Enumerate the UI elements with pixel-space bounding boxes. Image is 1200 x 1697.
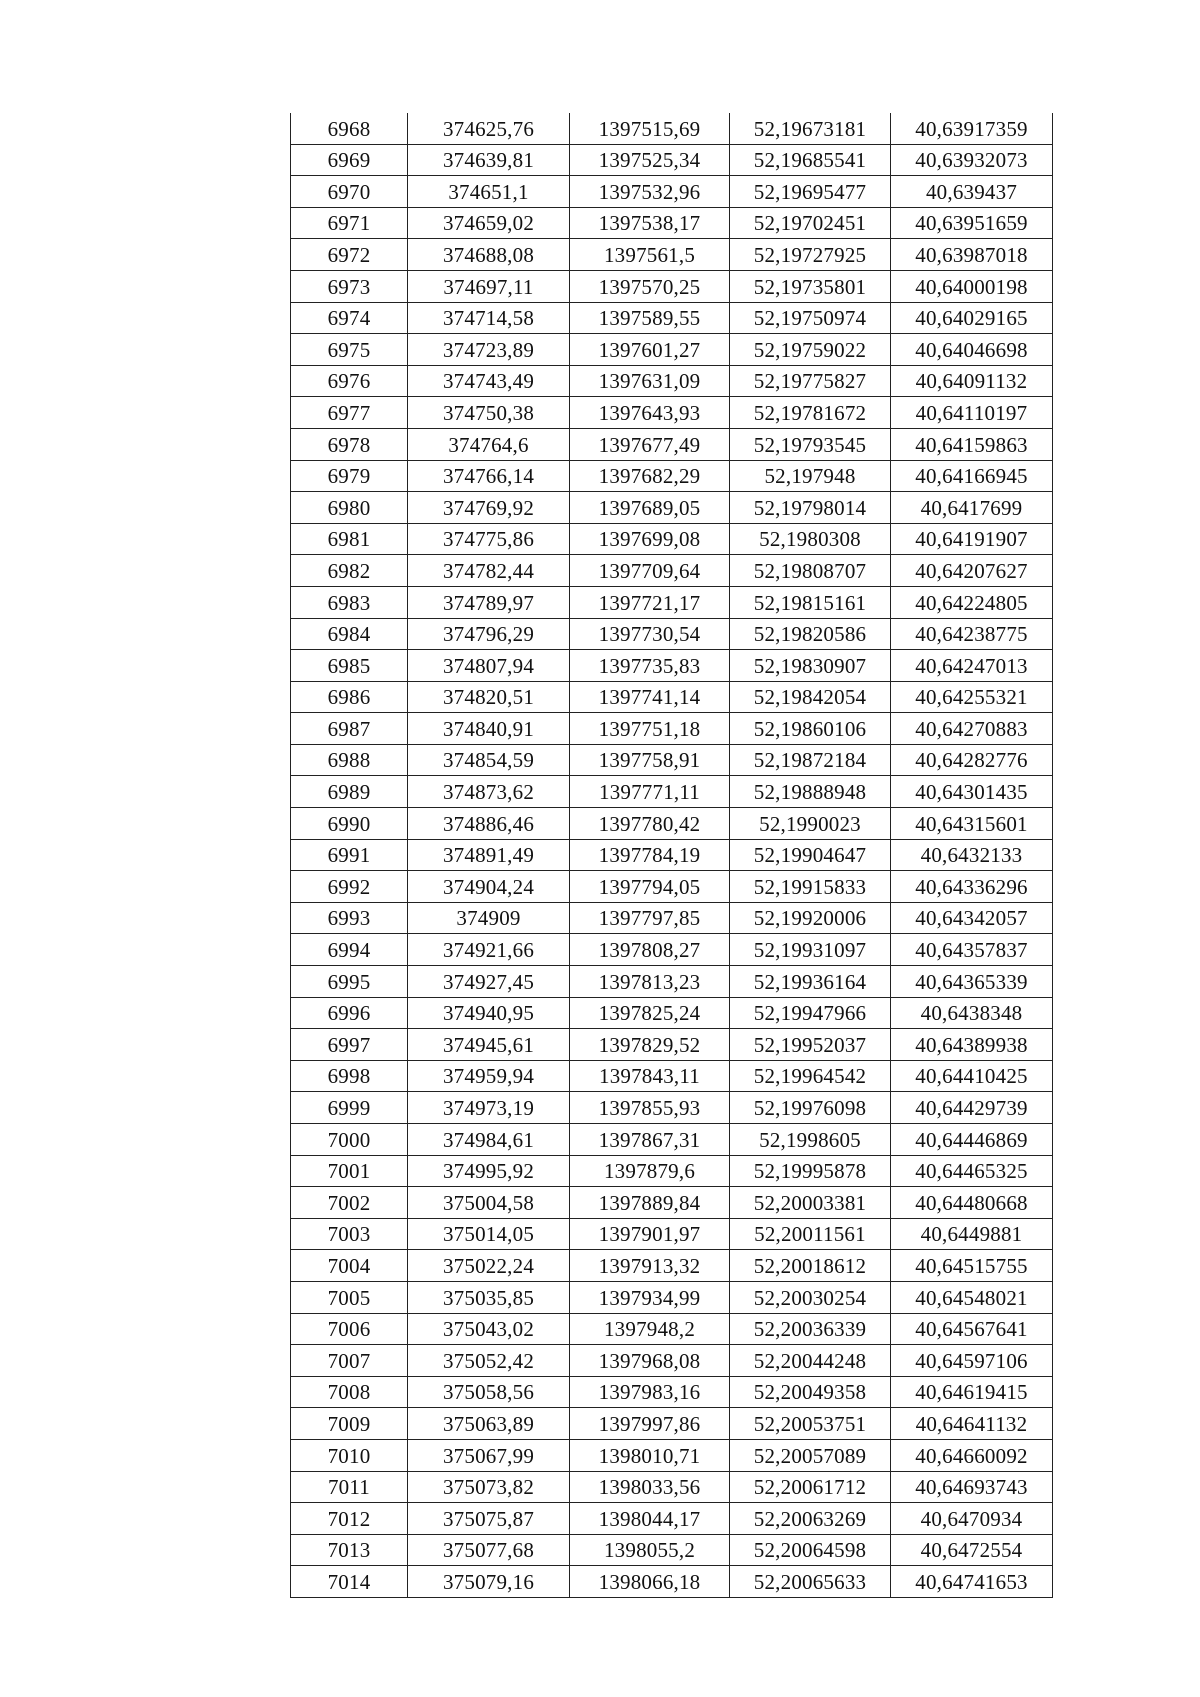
latitude-cell: 52,20063269 [730,1503,891,1535]
table-row [291,428,1053,460]
latitude-cell: 52,1990023 [730,808,891,840]
point-number-cell: 7007 [291,1345,408,1377]
longitude-cell: 40,639437 [891,176,1053,208]
table-row [291,302,1053,334]
point-number-cell: 6998 [291,1060,408,1092]
x-coordinate-cell: 374854,59 [408,744,570,776]
x-coordinate-cell: 375063,89 [408,1408,570,1440]
point-number-cell: 7014 [291,1566,408,1598]
table-row [291,871,1053,903]
table-row [291,997,1053,1029]
point-number-cell: 6969 [291,144,408,176]
y-coordinate-cell: 1397771,11 [570,776,730,808]
y-coordinate-cell: 1397730,54 [570,618,730,650]
x-coordinate-cell: 374984,61 [408,1124,570,1156]
table-row [291,1155,1053,1187]
longitude-cell: 40,64480668 [891,1187,1053,1219]
longitude-cell: 40,64619415 [891,1376,1053,1408]
x-coordinate-cell: 375073,82 [408,1471,570,1503]
table-row [291,681,1053,713]
point-number-cell: 7011 [291,1471,408,1503]
table-row [291,1345,1053,1377]
latitude-cell: 52,20049358 [730,1376,891,1408]
y-coordinate-cell: 1397983,16 [570,1376,730,1408]
table-row [291,1281,1053,1313]
point-number-cell: 7012 [291,1503,408,1535]
table-row [291,1092,1053,1124]
y-coordinate-cell: 1397879,6 [570,1155,730,1187]
y-coordinate-cell: 1397843,11 [570,1060,730,1092]
longitude-cell: 40,64000198 [891,270,1053,302]
latitude-cell: 52,19920006 [730,902,891,934]
point-number-cell: 6974 [291,302,408,334]
latitude-cell: 52,19685541 [730,144,891,176]
table-row [291,776,1053,808]
point-number-cell: 7006 [291,1313,408,1345]
x-coordinate-cell: 374782,44 [408,555,570,587]
latitude-cell: 52,19947966 [730,997,891,1029]
latitude-cell: 52,19775827 [730,365,891,397]
x-coordinate-cell: 374891,49 [408,839,570,871]
point-number-cell: 6983 [291,586,408,618]
x-coordinate-cell: 374659,02 [408,207,570,239]
longitude-cell: 40,64255321 [891,681,1053,713]
point-number-cell: 6980 [291,492,408,524]
latitude-cell: 52,19995878 [730,1155,891,1187]
point-number-cell: 6984 [291,618,408,650]
point-number-cell: 6978 [291,428,408,460]
latitude-cell: 52,20064598 [730,1534,891,1566]
y-coordinate-cell: 1397813,23 [570,966,730,998]
point-number-cell: 7004 [291,1250,408,1282]
y-coordinate-cell: 1397867,31 [570,1124,730,1156]
x-coordinate-cell: 374625,76 [408,113,570,144]
table-row [291,1124,1053,1156]
coordinates-table [290,113,1053,1598]
latitude-cell: 52,19759022 [730,334,891,366]
longitude-cell: 40,63987018 [891,239,1053,271]
table-row [291,744,1053,776]
y-coordinate-cell: 1397515,69 [570,113,730,144]
y-coordinate-cell: 1397948,2 [570,1313,730,1345]
y-coordinate-cell: 1397780,42 [570,808,730,840]
longitude-cell: 40,64301435 [891,776,1053,808]
table-row [291,1060,1053,1092]
y-coordinate-cell: 1397751,18 [570,713,730,745]
table-row [291,1187,1053,1219]
point-number-cell: 6992 [291,871,408,903]
longitude-cell: 40,64238775 [891,618,1053,650]
point-number-cell: 6994 [291,934,408,966]
y-coordinate-cell: 1397808,27 [570,934,730,966]
x-coordinate-cell: 374886,46 [408,808,570,840]
latitude-cell: 52,19830907 [730,650,891,682]
latitude-cell: 52,19727925 [730,239,891,271]
longitude-cell: 40,64515755 [891,1250,1053,1282]
y-coordinate-cell: 1397794,05 [570,871,730,903]
point-number-cell: 6976 [291,365,408,397]
longitude-cell: 40,64357837 [891,934,1053,966]
table-row [291,270,1053,302]
point-number-cell: 6996 [291,997,408,1029]
latitude-cell: 52,20030254 [730,1281,891,1313]
longitude-cell: 40,64365339 [891,966,1053,998]
point-number-cell: 6986 [291,681,408,713]
latitude-cell: 52,19931097 [730,934,891,966]
y-coordinate-cell: 1397784,19 [570,839,730,871]
y-coordinate-cell: 1397525,34 [570,144,730,176]
longitude-cell: 40,64029165 [891,302,1053,334]
x-coordinate-cell: 374714,58 [408,302,570,334]
point-number-cell: 6987 [291,713,408,745]
x-coordinate-cell: 374796,29 [408,618,570,650]
table-row [291,334,1053,366]
y-coordinate-cell: 1397677,49 [570,428,730,460]
y-coordinate-cell: 1397709,64 [570,555,730,587]
y-coordinate-cell: 1397997,86 [570,1408,730,1440]
latitude-cell: 52,19781672 [730,397,891,429]
y-coordinate-cell: 1398055,2 [570,1534,730,1566]
point-number-cell: 6993 [291,902,408,934]
longitude-cell: 40,64741653 [891,1566,1053,1598]
x-coordinate-cell: 375077,68 [408,1534,570,1566]
table-row [291,1503,1053,1535]
longitude-cell: 40,64270883 [891,713,1053,745]
x-coordinate-cell: 374766,14 [408,460,570,492]
point-number-cell: 6973 [291,270,408,302]
table-row [291,1313,1053,1345]
x-coordinate-cell: 374995,92 [408,1155,570,1187]
latitude-cell: 52,19952037 [730,1029,891,1061]
latitude-cell: 52,20057089 [730,1439,891,1471]
x-coordinate-cell: 374651,1 [408,176,570,208]
table-row [291,239,1053,271]
x-coordinate-cell: 374639,81 [408,144,570,176]
x-coordinate-cell: 374775,86 [408,523,570,555]
longitude-cell: 40,64465325 [891,1155,1053,1187]
point-number-cell: 6970 [291,176,408,208]
table-row [291,460,1053,492]
y-coordinate-cell: 1397682,29 [570,460,730,492]
latitude-cell: 52,19964542 [730,1060,891,1092]
table-row [291,492,1053,524]
latitude-cell: 52,19695477 [730,176,891,208]
longitude-cell: 40,6438348 [891,997,1053,1029]
latitude-cell: 52,20044248 [730,1345,891,1377]
table-row [291,1439,1053,1471]
point-number-cell: 6989 [291,776,408,808]
x-coordinate-cell: 374769,92 [408,492,570,524]
longitude-cell: 40,63917359 [891,113,1053,144]
x-coordinate-cell: 374873,62 [408,776,570,808]
x-coordinate-cell: 374688,08 [408,239,570,271]
longitude-cell: 40,64336296 [891,871,1053,903]
longitude-cell: 40,64410425 [891,1060,1053,1092]
latitude-cell: 52,19904647 [730,839,891,871]
table-row [291,586,1053,618]
longitude-cell: 40,64567641 [891,1313,1053,1345]
table-row [291,523,1053,555]
x-coordinate-cell: 375022,24 [408,1250,570,1282]
point-number-cell: 6975 [291,334,408,366]
table-row [291,207,1053,239]
latitude-cell: 52,19860106 [730,713,891,745]
latitude-cell: 52,19673181 [730,113,891,144]
x-coordinate-cell: 374840,91 [408,713,570,745]
latitude-cell: 52,19793545 [730,428,891,460]
table-row [291,1566,1053,1598]
point-number-cell: 6968 [291,113,408,144]
latitude-cell: 52,19702451 [730,207,891,239]
longitude-cell: 40,63951659 [891,207,1053,239]
longitude-cell: 40,64660092 [891,1439,1053,1471]
x-coordinate-cell: 374927,45 [408,966,570,998]
latitude-cell: 52,1980308 [730,523,891,555]
longitude-cell: 40,64342057 [891,902,1053,934]
y-coordinate-cell: 1397532,96 [570,176,730,208]
y-coordinate-cell: 1397741,14 [570,681,730,713]
latitude-cell: 52,20061712 [730,1471,891,1503]
y-coordinate-cell: 1398033,56 [570,1471,730,1503]
x-coordinate-cell: 374743,49 [408,365,570,397]
point-number-cell: 6971 [291,207,408,239]
y-coordinate-cell: 1397913,32 [570,1250,730,1282]
y-coordinate-cell: 1397797,85 [570,902,730,934]
x-coordinate-cell: 375058,56 [408,1376,570,1408]
point-number-cell: 7009 [291,1408,408,1440]
table-row [291,650,1053,682]
longitude-cell: 40,64207627 [891,555,1053,587]
latitude-cell: 52,19888948 [730,776,891,808]
x-coordinate-cell: 375079,16 [408,1566,570,1598]
point-number-cell: 6995 [291,966,408,998]
x-coordinate-cell: 375004,58 [408,1187,570,1219]
x-coordinate-cell: 375043,02 [408,1313,570,1345]
x-coordinate-cell: 374723,89 [408,334,570,366]
latitude-cell: 52,19915833 [730,871,891,903]
longitude-cell: 40,64191907 [891,523,1053,555]
point-number-cell: 7000 [291,1124,408,1156]
point-number-cell: 6997 [291,1029,408,1061]
point-number-cell: 7002 [291,1187,408,1219]
point-number-cell: 6982 [291,555,408,587]
x-coordinate-cell: 375035,85 [408,1281,570,1313]
x-coordinate-cell: 375075,87 [408,1503,570,1535]
point-number-cell: 6981 [291,523,408,555]
latitude-cell: 52,19842054 [730,681,891,713]
point-number-cell: 7010 [291,1439,408,1471]
point-number-cell: 6979 [291,460,408,492]
longitude-cell: 40,64548021 [891,1281,1053,1313]
y-coordinate-cell: 1398010,71 [570,1439,730,1471]
y-coordinate-cell: 1397889,84 [570,1187,730,1219]
latitude-cell: 52,19750974 [730,302,891,334]
x-coordinate-cell: 375067,99 [408,1439,570,1471]
latitude-cell: 52,19820586 [730,618,891,650]
table-row [291,1376,1053,1408]
latitude-cell: 52,20036339 [730,1313,891,1345]
x-coordinate-cell: 374909 [408,902,570,934]
x-coordinate-cell: 375052,42 [408,1345,570,1377]
longitude-cell: 40,64247013 [891,650,1053,682]
longitude-cell: 40,64091132 [891,365,1053,397]
table-row [291,808,1053,840]
point-number-cell: 6999 [291,1092,408,1124]
latitude-cell: 52,19808707 [730,555,891,587]
point-number-cell: 6977 [291,397,408,429]
x-coordinate-cell: 374921,66 [408,934,570,966]
table-row [291,1250,1053,1282]
table-row [291,713,1053,745]
latitude-cell: 52,19872184 [730,744,891,776]
longitude-cell: 40,6417699 [891,492,1053,524]
y-coordinate-cell: 1397561,5 [570,239,730,271]
longitude-cell: 40,64282776 [891,744,1053,776]
x-coordinate-cell: 374820,51 [408,681,570,713]
latitude-cell: 52,20011561 [730,1218,891,1250]
point-number-cell: 7013 [291,1534,408,1566]
table-row [291,1408,1053,1440]
y-coordinate-cell: 1397689,05 [570,492,730,524]
x-coordinate-cell: 374807,94 [408,650,570,682]
longitude-cell: 40,64597106 [891,1345,1053,1377]
table-row [291,1471,1053,1503]
longitude-cell: 40,64315601 [891,808,1053,840]
coordinates-table-body [291,113,1053,1597]
longitude-cell: 40,64429739 [891,1092,1053,1124]
y-coordinate-cell: 1397643,93 [570,397,730,429]
point-number-cell: 6988 [291,744,408,776]
x-coordinate-cell: 375014,05 [408,1218,570,1250]
y-coordinate-cell: 1397735,83 [570,650,730,682]
table-row [291,902,1053,934]
y-coordinate-cell: 1397825,24 [570,997,730,1029]
longitude-cell: 40,64046698 [891,334,1053,366]
x-coordinate-cell: 374959,94 [408,1060,570,1092]
table-row [291,397,1053,429]
longitude-cell: 40,64693743 [891,1471,1053,1503]
x-coordinate-cell: 374904,24 [408,871,570,903]
point-number-cell: 7008 [291,1376,408,1408]
table-row [291,176,1053,208]
latitude-cell: 52,20003381 [730,1187,891,1219]
y-coordinate-cell: 1397721,17 [570,586,730,618]
latitude-cell: 52,197948 [730,460,891,492]
longitude-cell: 40,64224805 [891,586,1053,618]
x-coordinate-cell: 374697,11 [408,270,570,302]
point-number-cell: 6972 [291,239,408,271]
point-number-cell: 6990 [291,808,408,840]
y-coordinate-cell: 1397934,99 [570,1281,730,1313]
longitude-cell: 40,64159863 [891,428,1053,460]
table-row [291,555,1053,587]
y-coordinate-cell: 1397570,25 [570,270,730,302]
longitude-cell: 40,6470934 [891,1503,1053,1535]
longitude-cell: 40,64641132 [891,1408,1053,1440]
x-coordinate-cell: 374940,95 [408,997,570,1029]
y-coordinate-cell: 1397968,08 [570,1345,730,1377]
table-row [291,144,1053,176]
y-coordinate-cell: 1398066,18 [570,1566,730,1598]
point-number-cell: 7005 [291,1281,408,1313]
x-coordinate-cell: 374764,6 [408,428,570,460]
y-coordinate-cell: 1397901,97 [570,1218,730,1250]
latitude-cell: 52,19815161 [730,586,891,618]
x-coordinate-cell: 374789,97 [408,586,570,618]
x-coordinate-cell: 374945,61 [408,1029,570,1061]
point-number-cell: 6991 [291,839,408,871]
latitude-cell: 52,19735801 [730,270,891,302]
table-row [291,1029,1053,1061]
table-row [291,1534,1053,1566]
longitude-cell: 40,64446869 [891,1124,1053,1156]
longitude-cell: 40,6449881 [891,1218,1053,1250]
table-row [291,934,1053,966]
table-row [291,1218,1053,1250]
table-row [291,839,1053,871]
table-row [291,618,1053,650]
y-coordinate-cell: 1397589,55 [570,302,730,334]
point-number-cell: 6985 [291,650,408,682]
point-number-cell: 7001 [291,1155,408,1187]
longitude-cell: 40,63932073 [891,144,1053,176]
y-coordinate-cell: 1397631,09 [570,365,730,397]
table-row [291,113,1053,144]
y-coordinate-cell: 1397829,52 [570,1029,730,1061]
longitude-cell: 40,6432133 [891,839,1053,871]
table-row [291,365,1053,397]
y-coordinate-cell: 1397601,27 [570,334,730,366]
y-coordinate-cell: 1397758,91 [570,744,730,776]
point-number-cell: 7003 [291,1218,408,1250]
latitude-cell: 52,19976098 [730,1092,891,1124]
latitude-cell: 52,20065633 [730,1566,891,1598]
y-coordinate-cell: 1397538,17 [570,207,730,239]
latitude-cell: 52,1998605 [730,1124,891,1156]
x-coordinate-cell: 374973,19 [408,1092,570,1124]
y-coordinate-cell: 1397855,93 [570,1092,730,1124]
x-coordinate-cell: 374750,38 [408,397,570,429]
longitude-cell: 40,64166945 [891,460,1053,492]
latitude-cell: 52,20053751 [730,1408,891,1440]
longitude-cell: 40,64389938 [891,1029,1053,1061]
latitude-cell: 52,19936164 [730,966,891,998]
y-coordinate-cell: 1398044,17 [570,1503,730,1535]
latitude-cell: 52,19798014 [730,492,891,524]
y-coordinate-cell: 1397699,08 [570,523,730,555]
table-row [291,966,1053,998]
latitude-cell: 52,20018612 [730,1250,891,1282]
longitude-cell: 40,64110197 [891,397,1053,429]
longitude-cell: 40,6472554 [891,1534,1053,1566]
